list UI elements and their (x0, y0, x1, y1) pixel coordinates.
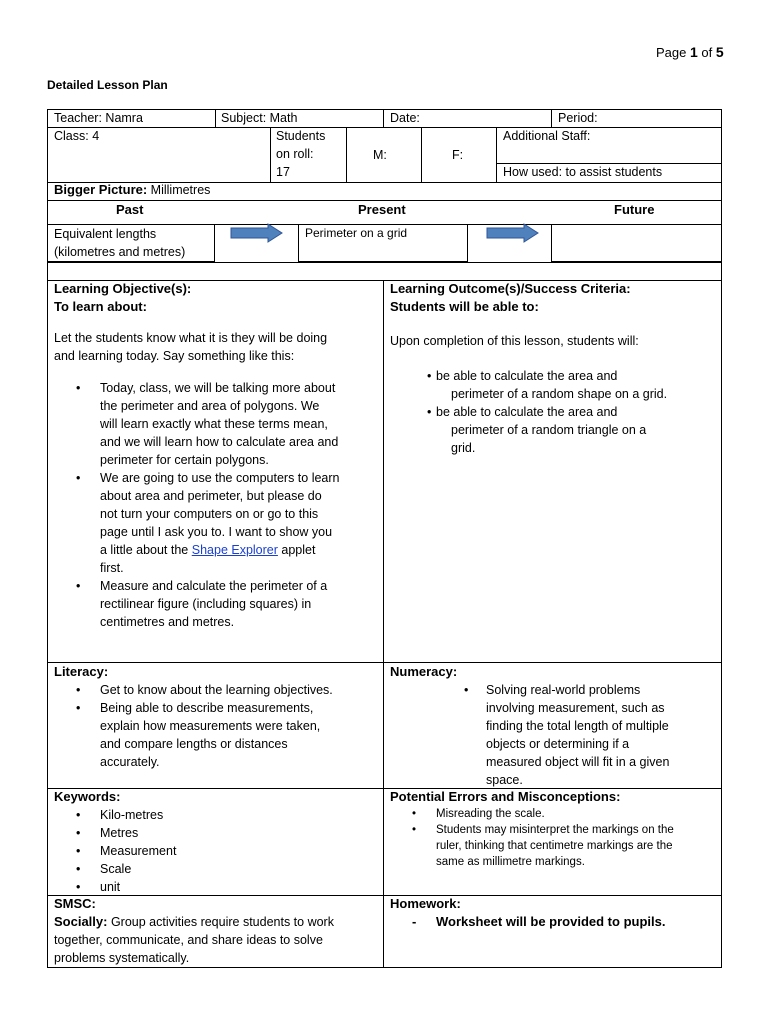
list-item: • Solving real-world problems involving measurement, such as finding the total length of multiple objects or determining if a measured object will fit in a given space. (464, 683, 670, 787)
students-on-roll-field: Students on roll: 17 (276, 129, 326, 179)
present-header: Present (358, 202, 406, 217)
list-item: • Today, class, we will be talking more about the perimeter and area of polygons. We will learn exactly what these terms mean, and we will learn how to calculate area and perimeter for certain polygons. (54, 379, 376, 469)
numeracy: Numeracy: • Solving real-world problems involving measurement, such as finding the total length of multiple objects or determining if a measured object will fit in a given space. (390, 663, 716, 789)
literacy: Literacy: • Get to know about the learning objectives. • Being able to describe measurements, explain how measurements were taken, and compare lengths or distances accurately. (54, 663, 376, 771)
list-item: • Metres (54, 824, 376, 842)
list-item: • Being able to describe measurements, explain how measurements were taken, and compare lengths or distances accurately. (54, 699, 376, 771)
how-used-field: How used: to assist students (503, 165, 663, 179)
list-item: • Scale (54, 860, 376, 878)
keywords: Keywords: • Kilo-metres • Metres • Measurement • Scale • unit (54, 788, 376, 896)
list-item: • Students may misinterpret the markings on the ruler, thinking that centimetre markings are the same as millimetre markings. (412, 824, 674, 868)
bigger-picture: Bigger Picture: Millimetres (54, 182, 211, 197)
period-field: Period: (558, 111, 598, 125)
right-arrow-icon (486, 223, 540, 243)
spacer-row (47, 262, 722, 281)
class-field: Class: 4 (54, 129, 100, 143)
list-item: • Misreading the scale. (412, 808, 545, 820)
additional-staff-field: Additional Staff: (503, 129, 591, 143)
list-item: • Kilo-metres (54, 806, 376, 824)
present-text: Perimeter on a grid (305, 226, 408, 240)
list-item: • Get to know about the learning objectives. (54, 681, 376, 699)
homework: Homework: - Worksheet will be provided to pupils. (390, 896, 666, 929)
list-item: • Measure and calculate the perimeter of a rectilinear figure (including squares) in centimetres and metres. (54, 577, 376, 631)
learning-objectives: Learning Objective(s): To learn about: Let the students know what it is they will be doing and learning today. Say something like this: • Today, class, we will be talking more about the perimeter and area of polygons. We will learn exactly what these terms mean, and we will learn how to calculate area and perimeter for certain polygons. • We are going to use the computers to learn about area and perimeter, but please do not turn your computers on or go to this page until I ask you to. I want to show you a little about the Shape Explorer applet first. • Measure and calculate the perimeter of a rectilinear figure (including squares) in centimetres and metres. (54, 280, 376, 631)
shape-explorer-link[interactable]: Shape Explorer (191, 543, 278, 557)
future-box (551, 224, 722, 262)
female-count-field: F: (452, 148, 464, 162)
learning-outcomes: Learning Outcome(s)/Success Criteria: Students will be able to: Upon completion of this lesson, students will: • be able to calculate the area and perimeter of a random shape on a grid. • be able to calculate the area and perimeter of a random triangle on a grid. (390, 280, 716, 457)
subject-field: Subject: Math (221, 111, 298, 125)
future-header: Future (614, 202, 655, 217)
list-item: • Measurement (54, 842, 376, 860)
page-number: Page 1 of 5 (656, 44, 724, 60)
right-arrow-icon (230, 223, 284, 243)
info-row (47, 109, 722, 128)
list-item: • unit (54, 878, 376, 896)
past-text: Equivalent lengths (kilometres and metres) (54, 227, 186, 259)
document-title: Detailed Lesson Plan (47, 78, 168, 92)
smsc: SMSC: Socially: Group activities require students to work together, communicate, and share ideas to solve problems systematically. (54, 896, 334, 965)
male-count-field: M: (373, 148, 387, 162)
date-field: Date: (390, 111, 420, 125)
teacher-field: Teacher: Namra (54, 111, 143, 125)
list-item: • be able to calculate the area and perimeter of a random triangle on a grid. (427, 405, 647, 455)
past-header: Past (116, 202, 144, 217)
list-item: • be able to calculate the area and perimeter of a random shape on a grid. (427, 369, 668, 401)
list-item: • We are going to use the computers to learn about area and perimeter, but please do not turn your computers on or go to this page until I ask you to. I want to show you a little about the Shape Explorer applet first. (54, 469, 376, 577)
potential-errors: Potential Errors and Misconceptions: • Misreading the scale. • Students may misinterpret the markings on the ruler, thinking that centimetre markings are the same as millimetre markings. (390, 788, 718, 870)
